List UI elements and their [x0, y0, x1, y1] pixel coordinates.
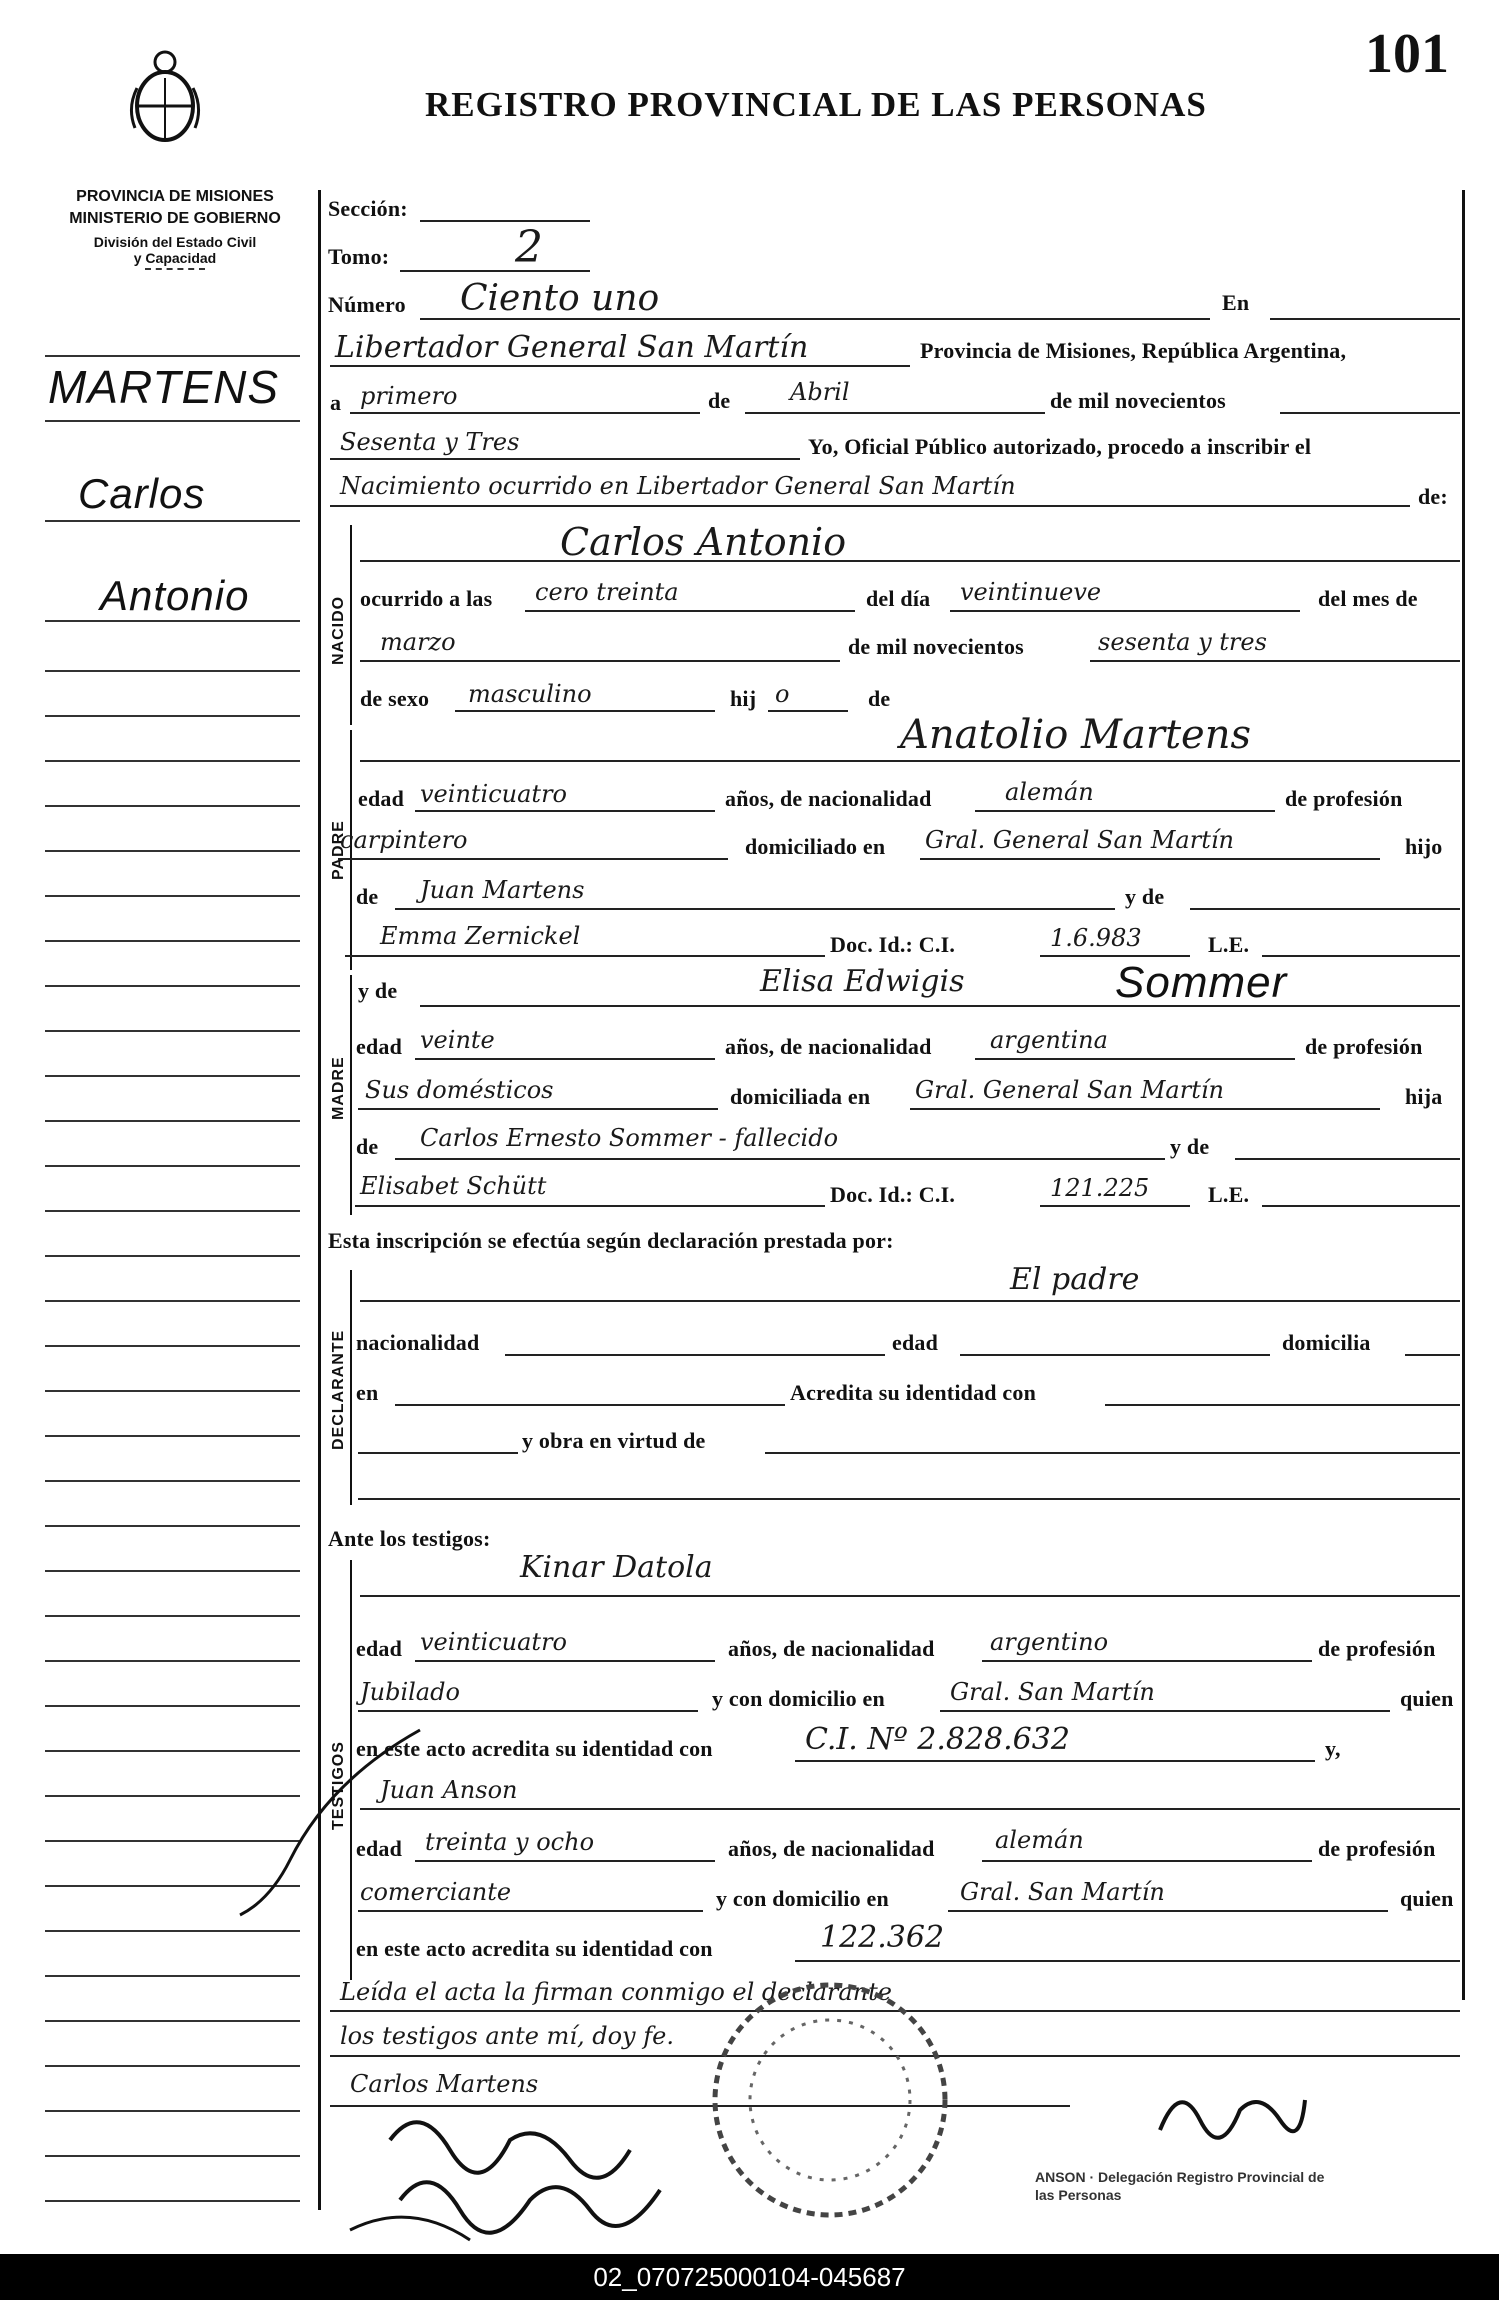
testigo2-nacionalidad-value: alemán — [995, 1826, 1084, 1854]
testigo2-nombre-value: Juan Anson — [380, 1776, 518, 1804]
madre-de-label: de — [356, 1134, 379, 1159]
madre-le-label: L.E. — [1208, 1182, 1250, 1207]
coat-of-arms-icon — [125, 48, 205, 148]
seccion-label: Sección: — [328, 196, 408, 221]
testigo2-profesion-label: de profesión — [1318, 1836, 1436, 1861]
testigo1-y-label: y, — [1325, 1736, 1341, 1761]
testigo1-domicilio-value: Gral. San Martín — [950, 1678, 1155, 1706]
testigo2-edad-label: edad — [356, 1836, 403, 1861]
stamp-text: ANSON · Delegación Registro Provincial de las Personas — [1035, 2169, 1325, 2203]
abuelo-materno-value: Carlos Ernesto Sommer - fallecido — [420, 1124, 839, 1152]
dia-nacido-value: veintinueve — [960, 578, 1102, 606]
declarante-acredita-label: Acredita su identidad con — [790, 1380, 1037, 1405]
madre-nombre-value: Elisa Edwigis — [760, 964, 965, 999]
testigos-section-label: TESTIGOS — [330, 1741, 347, 1830]
padre-edad-label: edad — [358, 786, 405, 811]
declarante-intro: Esta inscripción se efectúa según declaración prestada por: — [328, 1228, 894, 1253]
hora-value: cero treinta — [535, 578, 679, 606]
frame-right-border — [1462, 190, 1465, 2000]
padre-nombre-value: Anatolio Martens — [900, 712, 1251, 758]
testigo2-edad-value: treinta y ocho — [425, 1828, 595, 1856]
padre-section-label: PADRE — [330, 820, 347, 880]
tomo-value: 2 — [515, 222, 543, 273]
declarante-section-label: DECLARANTE — [330, 1329, 347, 1450]
padre-domiciliado-label: domiciliado en — [745, 834, 886, 859]
anio-value: Sesenta y Tres — [340, 428, 520, 456]
testigo2-doc-value: 122.362 — [820, 1920, 945, 1955]
dia-value: primero — [360, 382, 458, 410]
madre-edad-label: edad — [356, 1034, 403, 1059]
numero-label: Número — [328, 292, 406, 317]
mes-nacido-value: marzo — [380, 628, 456, 656]
sidebar-surname: MARTENS — [48, 361, 280, 413]
testigo2-domicilio-label: y con domicilio en — [716, 1886, 889, 1911]
testigo1-edad-value: veinticuatro — [420, 1628, 567, 1656]
del-dia-label: del día — [866, 586, 931, 611]
padre-de-label: de — [356, 884, 379, 909]
hijo-value: o — [775, 680, 790, 708]
declarante-nombre-value: El padre — [1010, 1262, 1140, 1297]
madre-domicilio-value: Gral. General San Martín — [915, 1076, 1224, 1104]
testigo2-domicilio-value: Gral. San Martín — [960, 1878, 1165, 1906]
nacido-section-label: NACIDO — [330, 595, 347, 665]
closing-line-3: Carlos Martens — [350, 2070, 539, 2098]
child-name-value: Carlos Antonio — [560, 520, 847, 564]
madre-nacionalidad-value: argentina — [990, 1026, 1108, 1054]
signature-officer — [1150, 2070, 1310, 2150]
de-colon: de: — [1418, 484, 1448, 509]
division-label: División del Estado Civil — [93, 234, 257, 250]
testigo1-profesion-label: de profesión — [1318, 1636, 1436, 1661]
abuelo-paterno-value: Juan Martens — [420, 876, 585, 904]
madre-doc-value: 121.225 — [1050, 1174, 1150, 1202]
padre-hijo-label: hijo — [1405, 834, 1443, 859]
closing-line-1: Leída el acta la firman conmigo el declarante — [340, 1978, 893, 2006]
madre-apellido-value: Sommer — [1115, 958, 1288, 1007]
testigo1-profesion-value: Jubilado — [360, 1678, 460, 1706]
declarante-nacionalidad-label: nacionalidad — [356, 1330, 480, 1355]
declarante-en-label: en — [356, 1380, 379, 1405]
acto-value: Nacimiento ocurrido en Libertador General San Martín — [340, 472, 1016, 500]
a-label: a — [330, 390, 342, 415]
madre-section-label: MADRE — [330, 1056, 347, 1120]
del-mes-label: del mes de — [1318, 586, 1418, 611]
declarante-domicilio-label: domicilia — [1282, 1330, 1371, 1355]
page-number: 101 — [1365, 23, 1449, 85]
testigo1-nombre-value: Kinar Datola — [520, 1550, 713, 1585]
padre-domicilio-value: Gral. General San Martín — [925, 826, 1234, 854]
padre-edad-value: veinticuatro — [420, 780, 567, 808]
madre-y-de-label-2: y de — [1170, 1134, 1210, 1159]
testigo2-acredita-label: en este acto acredita su identidad con — [356, 1936, 713, 1961]
oficial-text: Yo, Oficial Público autorizado, procedo a inscribir el — [808, 434, 1312, 459]
mes-value: Abril — [790, 378, 850, 406]
numero-value: Ciento uno — [460, 278, 660, 319]
madre-doc-label: Doc. Id.: C.I. — [830, 1182, 956, 1207]
padre-nacionalidad-label: años, de nacionalidad — [725, 786, 932, 811]
page-title: REGISTRO PROVINCIAL DE LAS PERSONAS — [425, 85, 1207, 124]
mil-novecientos-text: de mil novecientos — [1050, 388, 1226, 413]
testigo1-nacionalidad-label: años, de nacionalidad — [728, 1636, 935, 1661]
testigo1-doc-value: C.I. Nº 2.828.632 — [805, 1722, 1070, 1757]
madre-profesion-label: de profesión — [1305, 1034, 1423, 1059]
ocurrido-label: ocurrido a las — [360, 586, 493, 611]
padre-le-label: L.E. — [1208, 932, 1250, 957]
declarante-obra-label: y obra en virtud de — [522, 1428, 706, 1453]
madre-hija-label: hija — [1405, 1084, 1443, 1109]
sidebar-middle-name: Antonio — [100, 572, 250, 619]
testigo1-acredita-label: en este acto acredita su identidad con — [356, 1736, 713, 1761]
provincia-text: Provincia de Misiones, República Argentina, — [920, 338, 1347, 363]
province-label: PROVINCIA DE MISIONES — [76, 188, 274, 205]
mil-novecientos-label: de mil novecientos — [848, 634, 1024, 659]
testigo2-quien-label: quien — [1400, 1886, 1454, 1911]
padre-doc-label: Doc. Id.: C.I. — [830, 932, 956, 957]
padre-doc-value: 1.6.983 — [1050, 924, 1142, 952]
testigo1-quien-label: quien — [1400, 1686, 1454, 1711]
padre-nacionalidad-value: alemán — [1005, 778, 1094, 806]
testigo1-edad-label: edad — [356, 1636, 403, 1661]
madre-edad-value: veinte — [420, 1026, 495, 1054]
issuer-block — [40, 188, 310, 270]
abuela-materna-value: Elisabet Schütt — [360, 1172, 547, 1200]
closing-line-2: los testigos ante mí, doy fe. — [340, 2022, 674, 2050]
testigo2-nacionalidad-label: años, de nacionalidad — [728, 1836, 935, 1861]
hijo-label: hij — [730, 686, 757, 711]
official-stamp — [700, 1960, 960, 2240]
tomo-label: Tomo: — [328, 244, 390, 269]
testigo1-domicilio-label: y con domicilio en — [712, 1686, 885, 1711]
declarante-edad-label: edad — [892, 1330, 939, 1355]
sidebar-first-name: Carlos — [78, 470, 206, 517]
en-label: En — [1222, 290, 1250, 315]
division-label-2: y Capacidad — [133, 250, 217, 266]
margin-ink-strokes — [230, 1720, 430, 1920]
padre-y-de-label: y de — [1125, 884, 1165, 909]
sexo-label: de sexo — [360, 686, 430, 711]
padre-profesion-value: carpintero — [340, 826, 468, 854]
madre-nacionalidad-label: años, de nacionalidad — [725, 1034, 932, 1059]
ministry-label: MINISTERIO DE GOBIERNO — [69, 210, 281, 227]
lugar-value: Libertador General San Martín — [335, 330, 809, 365]
padre-profesion-label: de profesión — [1285, 786, 1403, 811]
nacido-de-label: de — [868, 686, 891, 711]
sexo-value: masculino — [468, 680, 592, 708]
anio-nacido-value: sesenta y tres — [1098, 628, 1267, 656]
madre-y-de-label: y de — [358, 978, 398, 1003]
de-label: de — [708, 388, 731, 413]
document-id-bar: 02_070725000104-045687 — [0, 2254, 1499, 2300]
madre-domiciliada-label: domiciliada en — [730, 1084, 871, 1109]
testigos-intro: Ante los testigos: — [328, 1526, 491, 1551]
testigo2-profesion-value: comerciante — [360, 1878, 512, 1906]
abuela-paterna-value: Emma Zernickel — [380, 922, 581, 950]
testigo1-nacionalidad-value: argentino — [990, 1628, 1109, 1656]
madre-profesion-value: Sus domésticos — [365, 1076, 554, 1104]
